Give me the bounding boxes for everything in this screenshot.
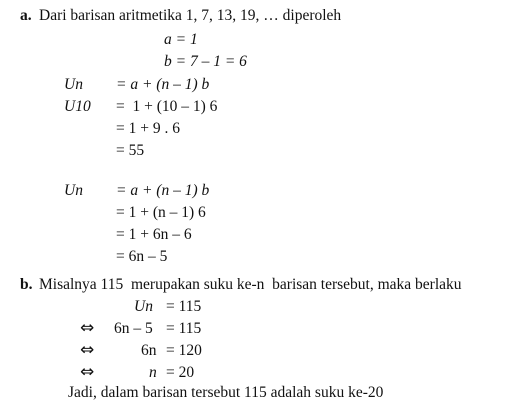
step-3-lhs: 6n [141, 342, 157, 359]
block1-line-3: = 1 + 9 . 6 [116, 120, 180, 137]
block1-line-4: = 55 [116, 142, 145, 159]
block2-line-4: = 6n – 5 [116, 248, 168, 265]
conclusion-text: Jadi, dalam barisan tersebut 115 adalah suku ke-20 [68, 384, 384, 401]
block1-line-1: = a + (n – 1) b [116, 76, 210, 93]
step-4-rhs: = 20 [166, 364, 195, 381]
block1-line-2: = 1 + (10 – 1) 6 [116, 98, 218, 115]
step-2-rhs: = 115 [166, 320, 202, 337]
block2-line-2: = 1 + (n – 1) 6 [116, 204, 206, 221]
block2-line-1: = a + (n – 1) b [116, 182, 210, 199]
part-a-marker: a. [20, 7, 32, 24]
step-2-lhs: 6n – 5 [114, 320, 153, 337]
part-b-intro: Misalnya 115 merupakan suku ke-n barisan tersebut, maka berlaku [39, 276, 462, 293]
block2-line-3: = 1 + 6n – 6 [116, 226, 192, 243]
b-equation: b = 7 – 1 = 6 [164, 53, 247, 70]
lhs-un-2: Un [64, 182, 83, 199]
step-4-lhs: n [149, 364, 157, 381]
lhs-u10: U10 [64, 98, 91, 115]
part-a-intro: Dari barisan aritmetika 1, 7, 13, 19, … diperoleh [39, 7, 342, 24]
step-1-rhs: = 115 [166, 298, 202, 315]
a-equation: a = 1 [164, 31, 198, 48]
step-1-lhs: Un [134, 298, 153, 315]
equivalence-arrow-icon: ⇔ [80, 340, 95, 360]
lhs-un: Un [64, 76, 83, 93]
step-3-rhs: = 120 [166, 342, 202, 359]
equivalence-arrow-icon: ⇔ [80, 318, 95, 338]
part-b-marker: b. [20, 276, 33, 293]
equivalence-arrow-icon: ⇔ [80, 362, 95, 382]
